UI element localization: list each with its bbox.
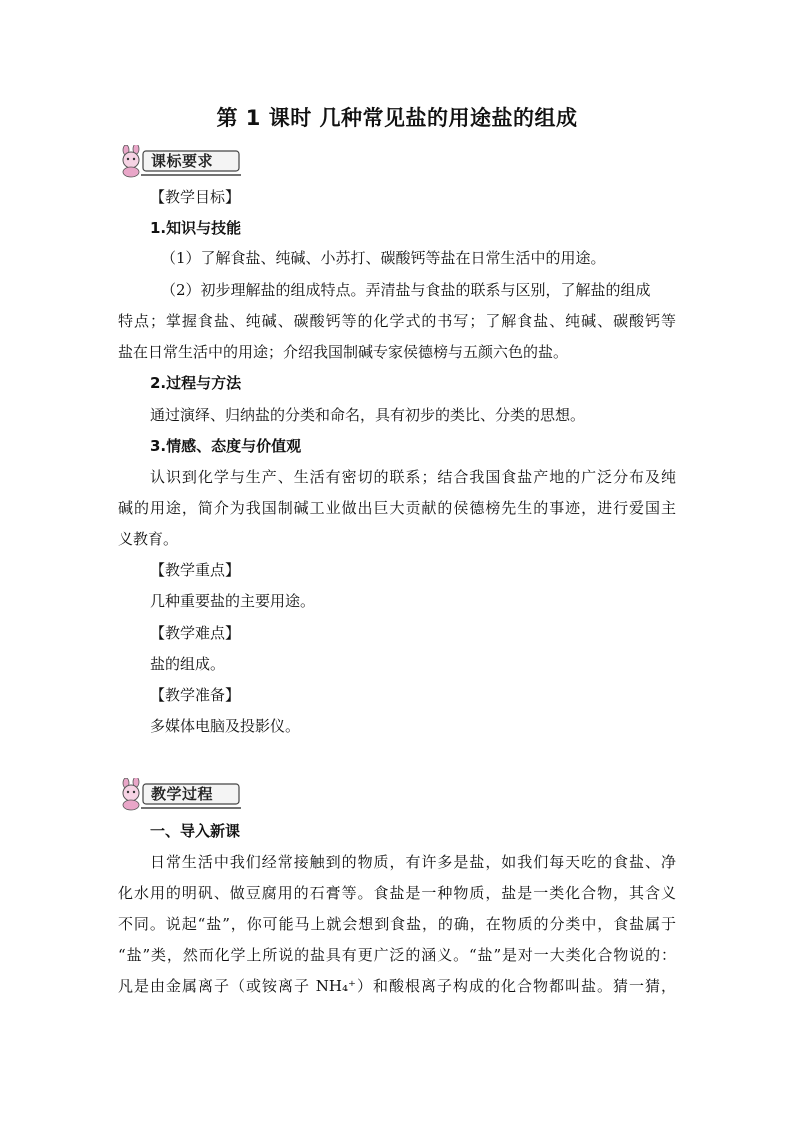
preparation-heading: 【教学准备】	[150, 686, 241, 704]
key-points-text: 几种重要盐的主要用途。	[150, 592, 316, 610]
knowledge-heading: 1.知识与技能	[150, 219, 242, 237]
knowledge-item-2-line-3: 盐在日常生活中的用途；介绍我国制碱专家侯德榜与五颜六色的盐。	[118, 343, 569, 361]
process-text: 通过演绎、归纳盐的分类和命名，具有初步的类比、分类的思想。	[150, 406, 586, 424]
intro-line-1: 日常生活中我们经常接触到的物质，有许多是盐，如我们每天吃的食盐、净	[150, 853, 676, 871]
goals-heading: 【教学目标】	[150, 188, 241, 206]
knowledge-item-2-line-1: （2）初步理解盐的组成特点。弄清盐与食盐的联系与区别，了解盐的组成	[161, 281, 651, 299]
emotion-heading: 3.情感、态度与价值观	[150, 437, 302, 455]
knowledge-item-2-line-2: 特点；掌握食盐、纯碱、碳酸钙等的化学式的书写；了解食盐、纯碱、碳酸钙等	[118, 312, 676, 330]
difficulties-heading: 【教学难点】	[150, 624, 241, 642]
preparation-text: 多媒体电脑及投影仪。	[150, 717, 301, 735]
emotion-line-2: 碱的用途，简介为我国制碱工业做出巨大贡献的侯德榜先生的事迹，进行爱国主	[118, 499, 676, 517]
badge-label: 教学过程	[151, 785, 214, 803]
page-title: 第 1 课时 几种常见盐的用途盐的组成	[216, 106, 578, 130]
key-points-heading: 【教学重点】	[150, 561, 241, 579]
intro-line-3: 不同。说起“盐”，你可能马上就会想到食盐，的确，在物质的分类中，食盐属于	[118, 915, 676, 933]
cartoon-rabbit-icon	[123, 778, 139, 810]
intro-line-2: 化水用的明矾、做豆腐用的石膏等。食盐是一种物质，盐是一类化合物，其含义	[118, 884, 676, 902]
cartoon-rabbit-icon	[123, 145, 139, 177]
badge-label: 课标要求	[151, 152, 214, 170]
emotion-line-3: 义教育。	[118, 530, 179, 548]
intro-line-4: “盐”类，然而化学上所说的盐具有更广泛的涵义。“盐”是对一大类化合物说的：	[118, 946, 676, 964]
knowledge-item-1: （1）了解食盐、纯碱、小苏打、碳酸钙等盐在日常生活中的用途。	[161, 249, 606, 267]
intro-heading: 一、导入新课	[150, 822, 241, 840]
process-heading: 2.过程与方法	[150, 374, 242, 392]
section-badge-process	[117, 778, 245, 814]
intro-line-5: 凡是由金属离子（或铵离子 NH₄⁺）和酸根离子构成的化合物都叫盐。猜一猜，	[118, 977, 676, 995]
section-badge-standards	[117, 145, 245, 181]
emotion-line-1: 认识到化学与生产、生活有密切的联系；结合我国食盐产地的广泛分布及纯	[150, 468, 676, 486]
difficulties-text: 盐的组成。	[150, 655, 226, 673]
